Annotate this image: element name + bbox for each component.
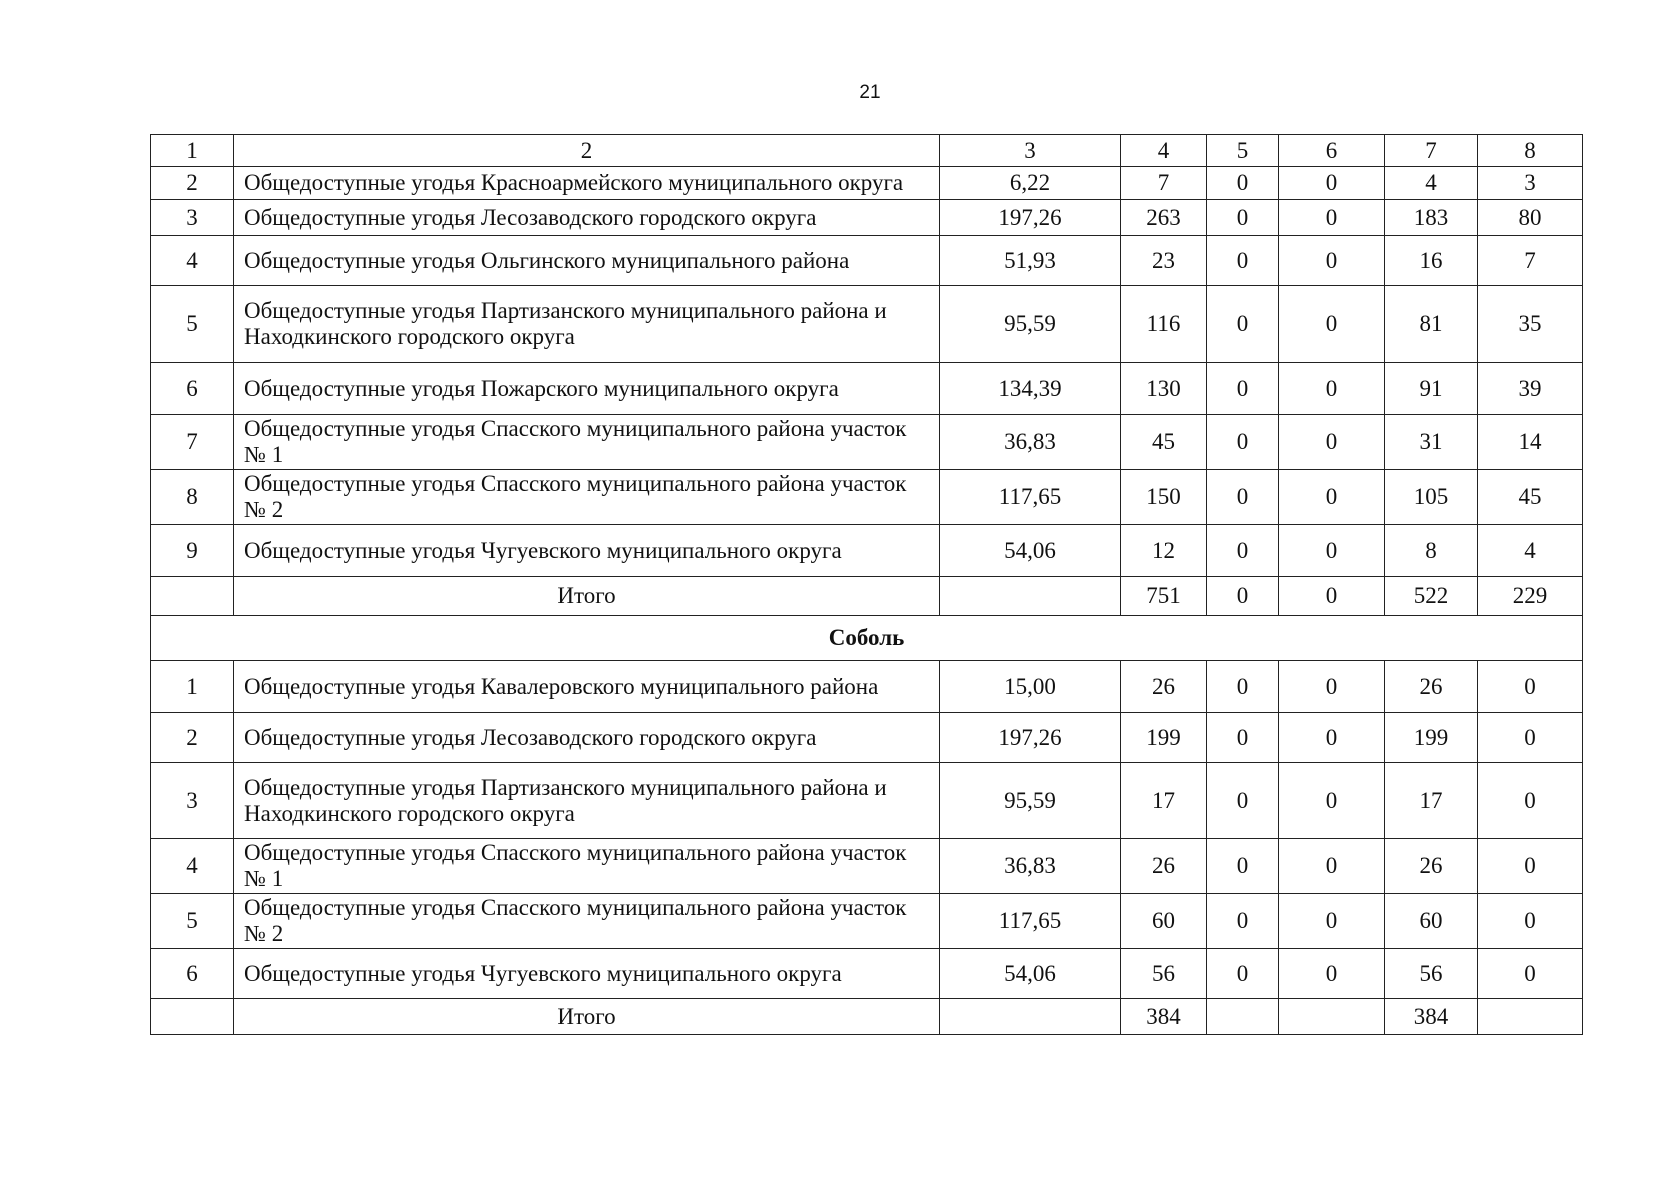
total-value: 229 <box>1478 577 1583 616</box>
total-value: 384 <box>1121 999 1207 1035</box>
cell-value: 7 <box>1121 167 1207 200</box>
row-number: 3 <box>151 763 234 839</box>
cell-value: 0 <box>1207 415 1279 470</box>
column-header: 3 <box>940 135 1121 167</box>
cell-value: 0 <box>1279 363 1385 415</box>
row-number: 6 <box>151 363 234 415</box>
area-value: 51,93 <box>940 236 1121 286</box>
column-header: 8 <box>1478 135 1583 167</box>
area-name: Общедоступные угодья Спасского муниципального района участок № 2 <box>234 894 940 949</box>
table-row <box>151 470 1583 525</box>
area-value: 15,00 <box>940 661 1121 713</box>
cell-value: 0 <box>1478 661 1583 713</box>
area-value: 36,83 <box>940 839 1121 894</box>
cell-value: 105 <box>1385 470 1478 525</box>
area-value: 197,26 <box>940 713 1121 763</box>
cell-value: 116 <box>1121 286 1207 363</box>
cell-value: 263 <box>1121 200 1207 236</box>
hunting-quota-table <box>150 134 1583 1035</box>
total-value: 0 <box>1207 577 1279 616</box>
cell-value: 0 <box>1279 949 1385 999</box>
cell-value: 0 <box>1279 200 1385 236</box>
cell-value: 199 <box>1121 713 1207 763</box>
row-number: 5 <box>151 894 234 949</box>
row-number: 4 <box>151 236 234 286</box>
total-value: 0 <box>1279 577 1385 616</box>
total-label: Итого <box>234 577 940 616</box>
table-row <box>151 167 1583 200</box>
cell-value: 91 <box>1385 363 1478 415</box>
cell-value: 23 <box>1121 236 1207 286</box>
cell-value: 0 <box>1207 949 1279 999</box>
table-row <box>151 525 1583 577</box>
cell-value: 0 <box>1207 839 1279 894</box>
row-number: 7 <box>151 415 234 470</box>
cell-value: 45 <box>1121 415 1207 470</box>
cell-value: 0 <box>1279 713 1385 763</box>
area-value: 134,39 <box>940 363 1121 415</box>
column-header: 4 <box>1121 135 1207 167</box>
area-name: Общедоступные угодья Партизанского муниципального района и Находкинского городского округа <box>234 286 940 363</box>
section-title: Соболь <box>151 616 1583 661</box>
cell-value: 0 <box>1478 713 1583 763</box>
cell-value: 16 <box>1385 236 1478 286</box>
cell-value: 0 <box>1279 763 1385 839</box>
area-name: Общедоступные угодья Спасского муниципального района участок № 1 <box>234 839 940 894</box>
table-row <box>151 894 1583 949</box>
row-number: 3 <box>151 200 234 236</box>
table-row <box>151 363 1583 415</box>
table-row <box>151 713 1583 763</box>
page-number: 21 <box>859 82 881 103</box>
table-row <box>151 839 1583 894</box>
table-row <box>151 236 1583 286</box>
cell-value: 0 <box>1279 525 1385 577</box>
area-value: 6,22 <box>940 167 1121 200</box>
table-row <box>151 949 1583 999</box>
area-value: 54,06 <box>940 525 1121 577</box>
area-value: 95,59 <box>940 763 1121 839</box>
area-name: Общедоступные угодья Лесозаводского городского округа <box>234 713 940 763</box>
cell-value: 0 <box>1207 200 1279 236</box>
cell-value: 81 <box>1385 286 1478 363</box>
cell-value: 0 <box>1279 894 1385 949</box>
total-value: 522 <box>1385 577 1478 616</box>
area-name: Общедоступные угодья Лесозаводского городского округа <box>234 200 940 236</box>
empty-cell <box>151 577 234 616</box>
cell-value: 45 <box>1478 470 1583 525</box>
area-name: Общедоступные угодья Кавалеровского муниципального района <box>234 661 940 713</box>
cell-value: 0 <box>1478 949 1583 999</box>
total-value <box>1279 999 1385 1035</box>
cell-value: 0 <box>1478 894 1583 949</box>
area-name: Общедоступные угодья Пожарского муниципального округа <box>234 363 940 415</box>
cell-value: 60 <box>1385 894 1478 949</box>
cell-value: 4 <box>1385 167 1478 200</box>
row-number: 9 <box>151 525 234 577</box>
cell-value: 0 <box>1279 415 1385 470</box>
cell-value: 0 <box>1279 470 1385 525</box>
cell-value: 14 <box>1478 415 1583 470</box>
area-name: Общедоступные угодья Чугуевского муниципального округа <box>234 525 940 577</box>
empty-cell <box>940 999 1121 1035</box>
total-value <box>1478 999 1583 1035</box>
cell-value: 0 <box>1207 363 1279 415</box>
cell-value: 130 <box>1121 363 1207 415</box>
total-row <box>151 999 1583 1035</box>
cell-value: 0 <box>1279 661 1385 713</box>
total-value <box>1207 999 1279 1035</box>
area-value: 36,83 <box>940 415 1121 470</box>
cell-value: 0 <box>1279 286 1385 363</box>
cell-value: 0 <box>1478 763 1583 839</box>
row-number: 5 <box>151 286 234 363</box>
empty-cell <box>151 999 234 1035</box>
area-value: 54,06 <box>940 949 1121 999</box>
cell-value: 0 <box>1279 839 1385 894</box>
area-value: 117,65 <box>940 470 1121 525</box>
cell-value: 26 <box>1121 839 1207 894</box>
column-number-row <box>151 135 1583 167</box>
area-name: Общедоступные угодья Спасского муниципального района участок № 1 <box>234 415 940 470</box>
table-row <box>151 286 1583 363</box>
cell-value: 0 <box>1207 661 1279 713</box>
cell-value: 12 <box>1121 525 1207 577</box>
cell-value: 0 <box>1207 470 1279 525</box>
row-number: 2 <box>151 713 234 763</box>
column-header: 6 <box>1279 135 1385 167</box>
total-value: 384 <box>1385 999 1478 1035</box>
area-value: 197,26 <box>940 200 1121 236</box>
row-number: 2 <box>151 167 234 200</box>
total-row <box>151 577 1583 616</box>
row-number: 1 <box>151 661 234 713</box>
cell-value: 31 <box>1385 415 1478 470</box>
cell-value: 150 <box>1121 470 1207 525</box>
table-row <box>151 200 1583 236</box>
cell-value: 56 <box>1121 949 1207 999</box>
column-header: 5 <box>1207 135 1279 167</box>
row-number: 4 <box>151 839 234 894</box>
table-row <box>151 763 1583 839</box>
cell-value: 8 <box>1385 525 1478 577</box>
cell-value: 0 <box>1207 713 1279 763</box>
row-number: 6 <box>151 949 234 999</box>
cell-value: 56 <box>1385 949 1478 999</box>
cell-value: 183 <box>1385 200 1478 236</box>
column-header: 7 <box>1385 135 1478 167</box>
cell-value: 4 <box>1478 525 1583 577</box>
area-name: Общедоступные угодья Ольгинского муниципального района <box>234 236 940 286</box>
column-header: 1 <box>151 135 234 167</box>
cell-value: 17 <box>1385 763 1478 839</box>
table-row <box>151 661 1583 713</box>
column-header: 2 <box>234 135 940 167</box>
cell-value: 39 <box>1478 363 1583 415</box>
row-number: 8 <box>151 470 234 525</box>
area-name: Общедоступные угодья Спасского муниципального района участок № 2 <box>234 470 940 525</box>
cell-value: 17 <box>1121 763 1207 839</box>
cell-value: 80 <box>1478 200 1583 236</box>
area-value: 117,65 <box>940 894 1121 949</box>
cell-value: 0 <box>1207 894 1279 949</box>
cell-value: 0 <box>1207 525 1279 577</box>
total-value: 751 <box>1121 577 1207 616</box>
cell-value: 0 <box>1207 236 1279 286</box>
empty-cell <box>940 577 1121 616</box>
cell-value: 0 <box>1207 763 1279 839</box>
total-label: Итого <box>234 999 940 1035</box>
area-name: Общедоступные угодья Партизанского муниципального района и Находкинского городского округа <box>234 763 940 839</box>
table-row <box>151 415 1583 470</box>
cell-value: 3 <box>1478 167 1583 200</box>
cell-value: 0 <box>1478 839 1583 894</box>
cell-value: 35 <box>1478 286 1583 363</box>
cell-value: 0 <box>1207 167 1279 200</box>
cell-value: 26 <box>1121 661 1207 713</box>
cell-value: 0 <box>1207 286 1279 363</box>
area-name: Общедоступные угодья Чугуевского муниципального округа <box>234 949 940 999</box>
area-value: 95,59 <box>940 286 1121 363</box>
cell-value: 0 <box>1279 236 1385 286</box>
cell-value: 0 <box>1279 167 1385 200</box>
cell-value: 199 <box>1385 713 1478 763</box>
cell-value: 26 <box>1385 661 1478 713</box>
area-name: Общедоступные угодья Красноармейского муниципального округа <box>234 167 940 200</box>
cell-value: 7 <box>1478 236 1583 286</box>
section-row <box>151 616 1583 661</box>
cell-value: 60 <box>1121 894 1207 949</box>
cell-value: 26 <box>1385 839 1478 894</box>
